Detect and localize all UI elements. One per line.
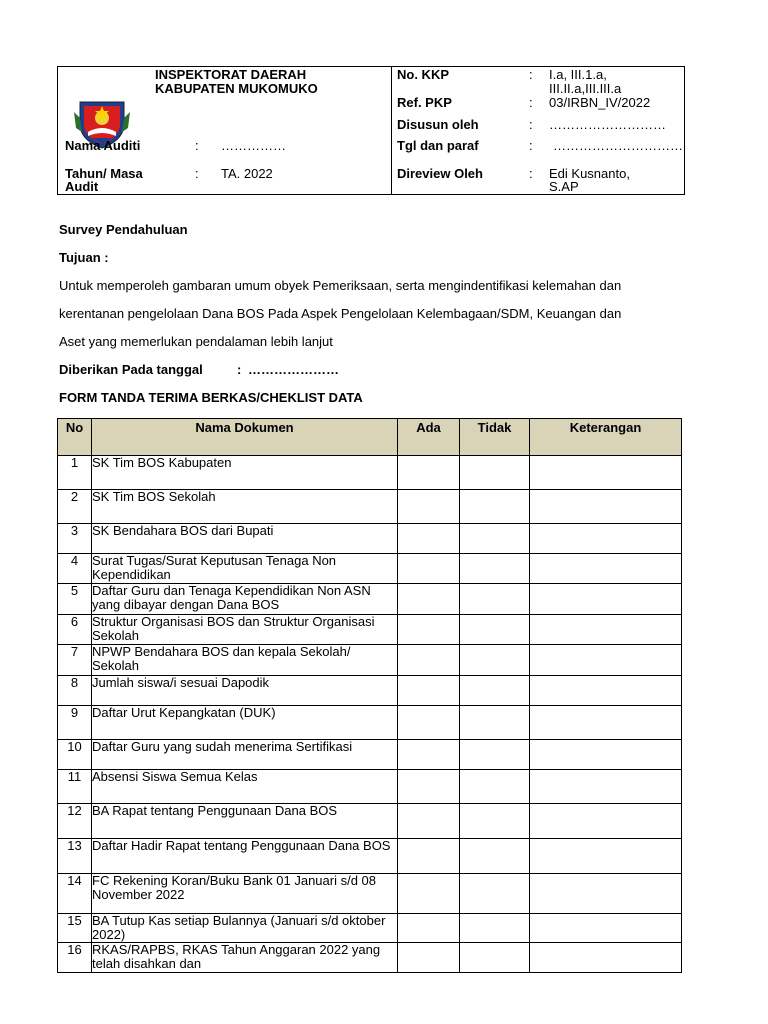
ada-cell[interactable] [398, 615, 460, 645]
paragraph-line1: Untuk memperoleh gambaran umum obyek Pemeriksaan, serta mengindentifikasi kelemahan dan [59, 278, 622, 293]
direview-value-line2: S.AP [549, 179, 579, 194]
org-name-line1: INSPEKTORAT DAERAH [155, 67, 307, 82]
keterangan-cell[interactable] [530, 740, 682, 770]
tgl-paraf-label: Tgl dan paraf [397, 138, 479, 153]
row-number: 2 [58, 490, 92, 524]
row-number: 6 [58, 615, 92, 645]
ada-cell[interactable] [398, 706, 460, 740]
ref-pkp-value: 03/IRBN_IV/2022 [549, 95, 651, 110]
document-name: Daftar Urut Kepangkatan (DUK) [92, 706, 398, 740]
document-name: SK Bendahara BOS dari Bupati [92, 524, 398, 554]
disusun-label: Disusun oleh [397, 117, 479, 132]
header-divider [391, 67, 392, 194]
table-row [58, 706, 682, 740]
keterangan-cell[interactable] [530, 524, 682, 554]
tahun-colon: : [195, 166, 199, 181]
paragraph-line3: Aset yang memerlukan pendalaman lebih lanjut [59, 334, 333, 349]
ada-cell[interactable] [398, 490, 460, 524]
tidak-cell[interactable] [460, 740, 530, 770]
tujuan-label: Tujuan : [59, 250, 109, 265]
keterangan-cell[interactable] [530, 804, 682, 839]
row-number: 14 [58, 874, 92, 914]
ada-cell[interactable] [398, 874, 460, 914]
ada-cell[interactable] [398, 524, 460, 554]
tidak-cell[interactable] [460, 584, 530, 615]
tidak-cell[interactable] [460, 914, 530, 943]
tidak-cell[interactable] [460, 490, 530, 524]
document-name: Struktur Organisasi BOS dan Struktur Organisasi Sekolah [92, 615, 398, 645]
ada-cell[interactable] [398, 554, 460, 584]
ref-pkp-colon: : [529, 95, 533, 110]
ada-cell[interactable] [398, 770, 460, 804]
tidak-cell[interactable] [460, 615, 530, 645]
keterangan-cell[interactable] [530, 584, 682, 615]
table-row [58, 839, 682, 874]
nama-auditi-colon: : [195, 138, 199, 153]
tidak-cell[interactable] [460, 645, 530, 676]
row-number: 11 [58, 770, 92, 804]
diberikan-label: Diberikan Pada tanggal [59, 362, 203, 377]
row-number: 1 [58, 456, 92, 490]
row-number: 7 [58, 645, 92, 676]
header-tidak: Tidak [460, 419, 530, 456]
direview-value-line1: Edi Kusnanto, [549, 166, 630, 181]
keterangan-cell[interactable] [530, 615, 682, 645]
tahun-value: TA. 2022 [221, 166, 273, 181]
keterangan-cell[interactable] [530, 914, 682, 943]
header-no: No [58, 419, 92, 456]
survey-title: Survey Pendahuluan [59, 222, 188, 237]
row-number: 4 [58, 554, 92, 584]
ada-cell[interactable] [398, 740, 460, 770]
table-row [58, 804, 682, 839]
table-row [58, 554, 682, 584]
keterangan-cell[interactable] [530, 456, 682, 490]
table-row [58, 943, 682, 973]
no-kkp-value-line2: III.II.a,III.III.a [549, 81, 622, 96]
tidak-cell[interactable] [460, 943, 530, 973]
ada-cell[interactable] [398, 804, 460, 839]
ref-pkp-label: Ref. PKP [397, 95, 452, 110]
form-title: FORM TANDA TERIMA BERKAS/CHEKLIST DATA [59, 390, 363, 405]
row-number: 9 [58, 706, 92, 740]
tahun-label-line1: Tahun/ Masa [65, 166, 143, 181]
tidak-cell[interactable] [460, 804, 530, 839]
row-number: 13 [58, 839, 92, 874]
disusun-value: ……………………… [549, 117, 666, 132]
row-number: 12 [58, 804, 92, 839]
tidak-cell[interactable] [460, 524, 530, 554]
table-row [58, 874, 682, 914]
ada-cell[interactable] [398, 456, 460, 490]
document-name: Jumlah siswa/i sesuai Dapodik [92, 676, 398, 706]
document-name: Daftar Guru yang sudah menerima Sertifikasi [92, 740, 398, 770]
table-row [58, 740, 682, 770]
document-name: SK Tim BOS Kabupaten [92, 456, 398, 490]
nama-auditi-value: …………… [221, 138, 286, 153]
tidak-cell[interactable] [460, 770, 530, 804]
keterangan-cell[interactable] [530, 874, 682, 914]
keterangan-cell[interactable] [530, 943, 682, 973]
row-number: 10 [58, 740, 92, 770]
document-name: RKAS/RAPBS, RKAS Tahun Anggaran 2022 yang telah disahkan dan [92, 943, 398, 973]
tidak-cell[interactable] [460, 706, 530, 740]
keterangan-cell[interactable] [530, 676, 682, 706]
diberikan-colon: : [237, 362, 242, 377]
ada-cell[interactable] [398, 914, 460, 943]
document-name: FC Rekening Koran/Buku Bank 01 Januari s/d 08 November 2022 [92, 874, 398, 914]
header-nama-dokumen: Nama Dokumen [92, 419, 398, 456]
table-row [58, 490, 682, 524]
tgl-paraf-value: ………………………… [553, 138, 683, 153]
no-kkp-colon: : [529, 67, 533, 82]
table-row [58, 524, 682, 554]
row-number: 5 [58, 584, 92, 615]
row-number: 16 [58, 943, 92, 973]
ada-cell[interactable] [398, 839, 460, 874]
ada-cell[interactable] [398, 584, 460, 615]
org-name-line2: KABUPATEN MUKOMUKO [155, 81, 318, 96]
table-row [58, 676, 682, 706]
checklist-table [57, 418, 682, 973]
tidak-cell[interactable] [460, 839, 530, 874]
document-name: BA Rapat tentang Penggunaan Dana BOS [92, 804, 398, 839]
no-kkp-label: No. KKP [397, 67, 449, 82]
ada-cell[interactable] [398, 943, 460, 973]
tahun-label-line2: Audit [65, 179, 99, 194]
header-ada: Ada [398, 419, 460, 456]
table-row [58, 615, 682, 645]
tidak-cell[interactable] [460, 874, 530, 914]
header-keterangan: Keterangan [530, 419, 682, 456]
diberikan-value: ………………… [248, 362, 339, 377]
keterangan-cell[interactable] [530, 770, 682, 804]
table-row [58, 645, 682, 676]
row-number: 15 [58, 914, 92, 943]
table-row [58, 456, 682, 490]
document-name: Surat Tugas/Surat Keputusan Tenaga Non Kependidikan [92, 554, 398, 584]
document-name: BA Tutup Kas setiap Bulannya (Januari s/d oktober 2022) [92, 914, 398, 943]
keterangan-cell[interactable] [530, 645, 682, 676]
ada-cell[interactable] [398, 676, 460, 706]
tidak-cell[interactable] [460, 554, 530, 584]
document-name: Absensi Siswa Semua Kelas [92, 770, 398, 804]
table-row [58, 914, 682, 943]
direview-label: Direview Oleh [397, 166, 483, 181]
keterangan-cell[interactable] [530, 490, 682, 524]
direview-colon: : [529, 166, 533, 181]
document-name: NPWP Bendahara BOS dan kepala Sekolah/ Sekolah [92, 645, 398, 676]
keterangan-cell[interactable] [530, 554, 682, 584]
keterangan-cell[interactable] [530, 706, 682, 740]
row-number: 3 [58, 524, 92, 554]
nama-auditi-label: Nama Auditi [65, 138, 141, 153]
tgl-paraf-colon: : [529, 138, 533, 153]
keterangan-cell[interactable] [530, 839, 682, 874]
document-name: SK Tim BOS Sekolah [92, 490, 398, 524]
disusun-colon: : [529, 117, 533, 132]
tidak-cell[interactable] [460, 456, 530, 490]
table-header-row [58, 419, 682, 456]
document-name: Daftar Guru dan Tenaga Kependidikan Non ASN yang dibayar dengan Dana BOS [92, 584, 398, 615]
row-number: 8 [58, 676, 92, 706]
tidak-cell[interactable] [460, 676, 530, 706]
kkp-header-box [57, 66, 685, 195]
table-row [58, 770, 682, 804]
no-kkp-value-line1: I.a, III.1.a, [549, 67, 607, 82]
ada-cell[interactable] [398, 645, 460, 676]
paragraph-line2: kerentanan pengelolaan Dana BOS Pada Aspek Pengelolaan Kelembagaan/SDM, Keuangan dan [59, 306, 622, 321]
table-row [58, 584, 682, 615]
document-name: Daftar Hadir Rapat tentang Penggunaan Dana BOS [92, 839, 398, 874]
